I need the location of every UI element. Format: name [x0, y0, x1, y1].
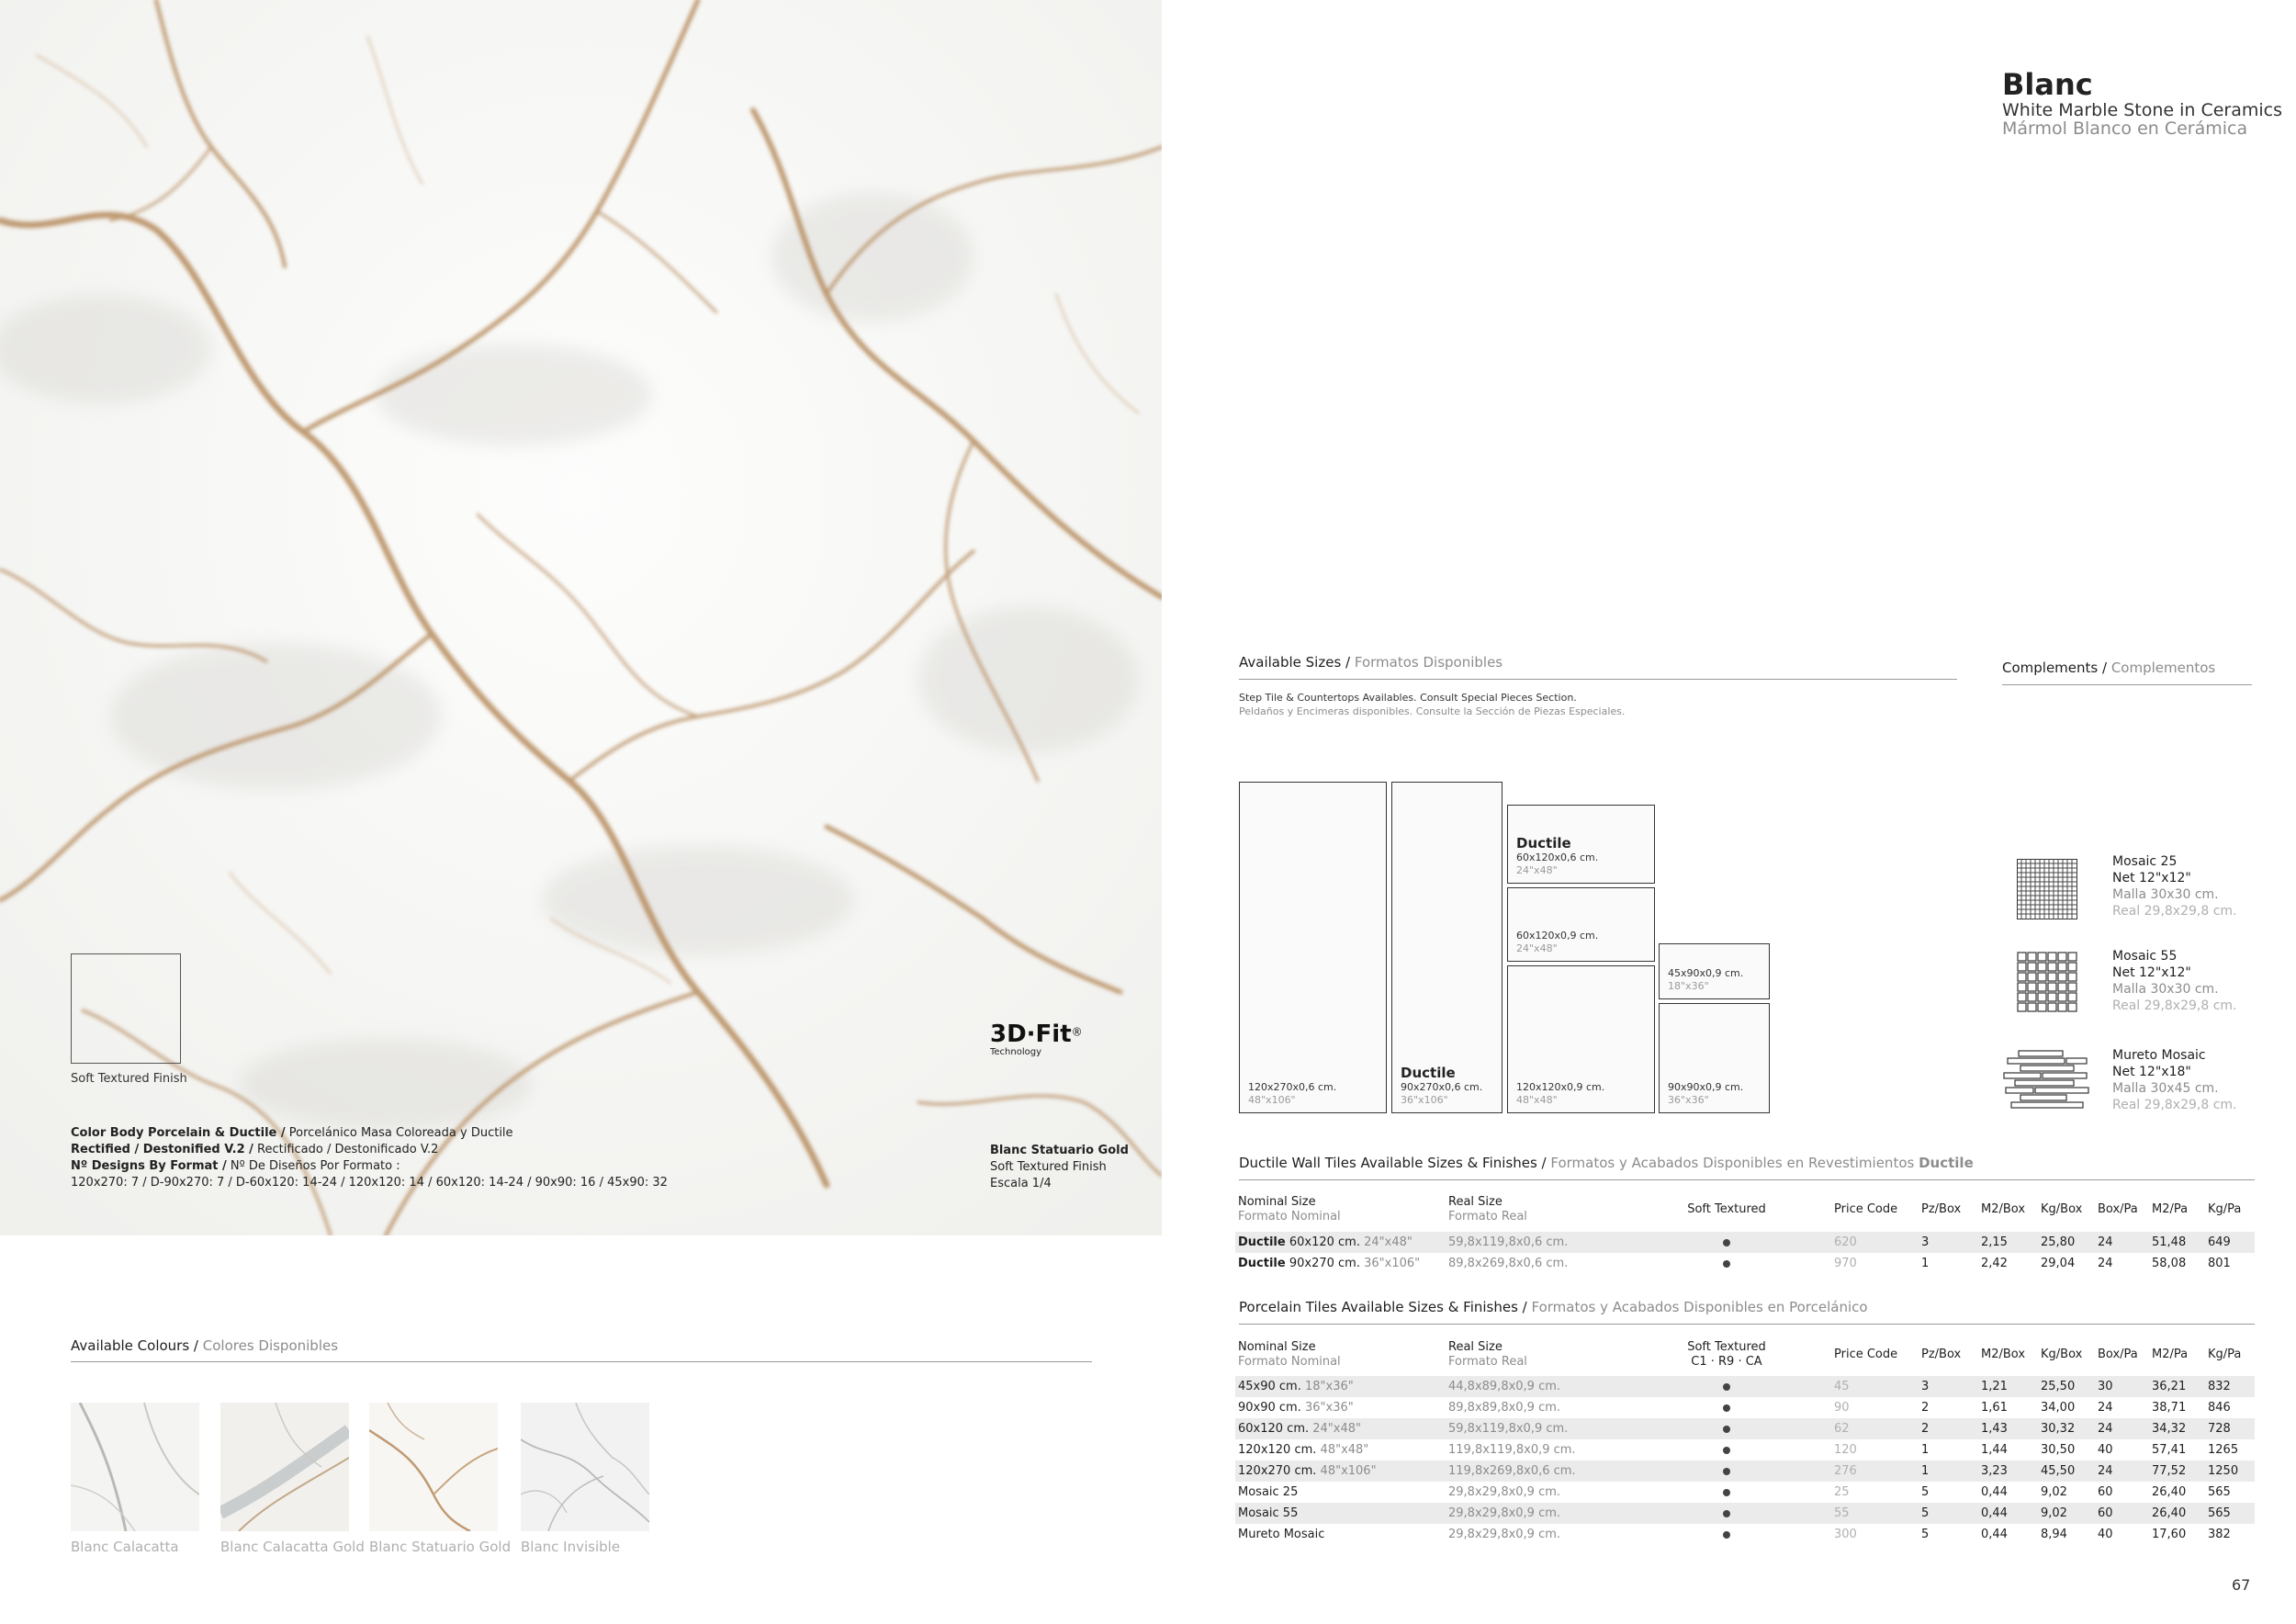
- cell-m2box: 0,44: [1981, 1528, 2008, 1541]
- cell-m2pa: 57,41: [2152, 1443, 2187, 1457]
- cell-pz: 5: [1921, 1506, 1930, 1520]
- mosaic-25-icon: [2017, 859, 2077, 923]
- complement-mureto-mosaic: Mureto Mosaic Net 12"x18" Malla 30x45 cm. Real 29,8x29,8 cm.: [2112, 1048, 2237, 1112]
- cell-soft: [1699, 1376, 1754, 1397]
- cell-pz: 1: [1921, 1443, 1930, 1457]
- colour-label: Blanc Calacatta Gold: [220, 1539, 365, 1555]
- cell-real: 29,8x29,8x0,9 cm.: [1448, 1485, 1561, 1499]
- spec-line-body: Color Body Porcelain & Ductile / Porcelánico Masa Coloreada y Ductile: [71, 1126, 513, 1140]
- cell-soft: [1699, 1439, 1754, 1460]
- cell-m2box: 0,44: [1981, 1506, 2008, 1520]
- cell-price: 25: [1834, 1485, 1850, 1499]
- cell-price: 120: [1834, 1443, 1857, 1457]
- colour-swatch-invisible[interactable]: [521, 1403, 649, 1531]
- cell-kgpa: 832: [2208, 1380, 2231, 1393]
- cell-kgpa: 382: [2208, 1528, 2231, 1541]
- cell-boxpa: 24: [2098, 1401, 2113, 1415]
- colour-swatch-calacatta-gold-image: [220, 1403, 349, 1531]
- tile-60x120: 60x120x0,9 cm. 24"x48": [1507, 887, 1655, 962]
- sizes-note: [1239, 691, 1625, 718]
- cell-m2box: 1,61: [1981, 1401, 2008, 1415]
- cell-kgbox: 30,32: [2041, 1422, 2076, 1436]
- check-dot-icon: [1723, 1468, 1730, 1475]
- sizes-divider: [1239, 679, 1957, 680]
- cell-soft: [1699, 1418, 1754, 1439]
- cell-nominal: 60x120 cm. 24"x48": [1238, 1422, 1362, 1436]
- cell-kgbox: 9,02: [2041, 1485, 2067, 1499]
- cell-real: 44,8x89,8x0,9 cm.: [1448, 1380, 1561, 1393]
- registered-mark: ®: [1071, 1025, 1083, 1039]
- cell-price: 300: [1834, 1528, 1857, 1541]
- cell-pz: 2: [1921, 1422, 1930, 1436]
- product-header: [2002, 68, 2282, 138]
- sizes-note-en: Step Tile & Countertops Availables. Consult Special Pieces Section.: [1239, 692, 1577, 704]
- colour-swatch-statuario-gold-image: [369, 1403, 498, 1531]
- porcelain-table-header: Nominal Size Formato Nominal Real Size Formato Real Soft Textured C1 · R9 · CA Price Code Pz/Box M2/Box Kg/Box Box/Pa M2/Pa Kg/Pa: [1238, 1340, 2242, 1369]
- colour-swatch-calacatta[interactable]: [71, 1403, 199, 1531]
- porcelain-table-title: Porcelain Tiles Available Sizes & Finishes / Formatos y Acabados Disponibles en Porcelánico: [1239, 1299, 1868, 1315]
- cell-boxpa: 24: [2098, 1422, 2113, 1436]
- complement-mosaic-55: Mosaic 55 Net 12"x12" Malla 30x30 cm. Real 29,8x29,8 cm.: [2112, 949, 2237, 1013]
- cell-pz: 1: [1921, 1464, 1930, 1478]
- spec-block: [71, 1125, 989, 1191]
- mosaic-55-icon: [2017, 952, 2077, 1016]
- cell-nominal: Mosaic 25: [1238, 1485, 1299, 1499]
- image-caption: [990, 1143, 1129, 1192]
- check-dot-icon: [1723, 1489, 1730, 1496]
- check-dot-icon: [1723, 1260, 1730, 1268]
- cell-price: 276: [1834, 1464, 1857, 1478]
- table-row: [1235, 1397, 2255, 1418]
- colour-swatch-statuario-gold[interactable]: [369, 1403, 498, 1531]
- cell-nominal: 120x120 cm. 48"x48": [1238, 1443, 1369, 1457]
- sizes-title: Available Sizes / Formatos Disponibles: [1239, 654, 1503, 671]
- 3d-fit-badge: [990, 1021, 1083, 1058]
- cell-m2pa: 36,21: [2152, 1380, 2187, 1393]
- 3d-fit-logo-text: 3D·Fit: [990, 1021, 1072, 1048]
- caption-finish: Soft Textured Finish: [990, 1160, 1107, 1174]
- cell-m2box: 1,44: [1981, 1443, 2008, 1457]
- cell-price: 45: [1834, 1380, 1850, 1393]
- page-title: Blanc: [2002, 67, 2093, 102]
- complements-title: Complements / Complementos: [2002, 660, 2216, 676]
- colours-title: Available Colours / Colores Disponibles: [71, 1337, 339, 1354]
- table-row: [1235, 1418, 2255, 1439]
- finish-swatch-label: Soft Textured Finish: [71, 1072, 187, 1086]
- cell-m2pa: 38,71: [2152, 1401, 2187, 1415]
- cell-nominal: 90x90 cm. 36"x36": [1238, 1401, 1354, 1415]
- check-dot-icon: [1723, 1531, 1730, 1539]
- cell-soft: [1699, 1482, 1754, 1503]
- cell-m2pa: 17,60: [2152, 1528, 2187, 1541]
- cell-soft: [1699, 1503, 1754, 1524]
- cell-kgbox: 25,50: [2041, 1380, 2076, 1393]
- tile-90x270-ductile: Ductile 90x270x0,6 cm. 36"x106": [1391, 782, 1503, 1113]
- tile-120x120: 120x120x0,9 cm. 48"x48": [1507, 965, 1655, 1113]
- cell-kgpa: 728: [2208, 1422, 2231, 1436]
- ductile-table-header: Nominal Size Formato Nominal Real Size Formato Real Soft Textured Price Code Pz/Box M2/Box Kg/Box Box/Pa M2/Pa Kg/Pa: [1238, 1195, 2242, 1224]
- table-row: Ductile 60x120 cm. 24"x48" 59,8x119,8x0,6 cm. 620 3 2,15 25,80 24 51,48 649: [1235, 1232, 2255, 1253]
- check-dot-icon: [1723, 1426, 1730, 1433]
- colour-label: Blanc Invisible: [521, 1539, 621, 1555]
- cell-m2pa: 26,40: [2152, 1485, 2187, 1499]
- cell-real: 29,8x29,8x0,9 cm.: [1448, 1506, 1561, 1520]
- complement-mosaic-25: Mosaic 25 Net 12"x12" Malla 30x30 cm. Real 29,8x29,8 cm.: [2112, 854, 2237, 919]
- table-row: [1235, 1376, 2255, 1397]
- cell-soft: [1699, 1460, 1754, 1482]
- cell-kgbox: 8,94: [2041, 1528, 2067, 1541]
- cell-m2box: 3,23: [1981, 1464, 2008, 1478]
- cell-kgpa: 846: [2208, 1401, 2231, 1415]
- table-row: [1235, 1482, 2255, 1503]
- cell-real: 89,8x89,8x0,9 cm.: [1448, 1401, 1561, 1415]
- check-dot-icon: [1723, 1510, 1730, 1517]
- cell-m2box: 1,43: [1981, 1422, 2008, 1436]
- colour-label: Blanc Calacatta: [71, 1539, 179, 1555]
- porcelain-table-divider: [1239, 1324, 2255, 1325]
- table-row: [1235, 1503, 2255, 1524]
- porcelain-table-body: [1235, 1376, 2255, 1545]
- cell-pz: 3: [1921, 1380, 1930, 1393]
- cell-pz: 2: [1921, 1401, 1930, 1415]
- caption-name: Blanc Statuario Gold: [990, 1144, 1129, 1157]
- check-dot-icon: [1723, 1447, 1730, 1454]
- cell-kgpa: 1250: [2208, 1464, 2239, 1478]
- cell-m2pa: 26,40: [2152, 1506, 2187, 1520]
- cell-real: 29,8x29,8x0,9 cm.: [1448, 1528, 1561, 1541]
- cell-real: 59,8x119,8x0,9 cm.: [1448, 1422, 1569, 1436]
- cell-kgpa: 565: [2208, 1485, 2231, 1499]
- colour-swatch-invisible-image: [521, 1403, 649, 1531]
- check-dot-icon: [1723, 1239, 1730, 1246]
- cell-kgpa: 1265: [2208, 1443, 2239, 1457]
- cell-m2pa: 34,32: [2152, 1422, 2187, 1436]
- cell-boxpa: 24: [2098, 1464, 2113, 1478]
- cell-price: 55: [1834, 1506, 1850, 1520]
- 3d-fit-technology-label: Technology: [990, 1047, 1042, 1057]
- cell-nominal: Mureto Mosaic: [1238, 1528, 1325, 1541]
- colour-label: Blanc Statuario Gold: [369, 1539, 512, 1555]
- cell-soft: [1699, 1397, 1754, 1418]
- finish-swatch: [71, 953, 181, 1064]
- subtitle-en: White Marble Stone in Ceramics: [2002, 100, 2283, 120]
- ductile-table-title: Ductile Wall Tiles Available Sizes & Finishes / Formatos y Acabados Disponibles en Revestimientos Ductile: [1239, 1155, 1974, 1171]
- cell-boxpa: 30: [2098, 1380, 2113, 1393]
- cell-kgbox: 45,50: [2041, 1464, 2076, 1478]
- colours-divider: [71, 1361, 1092, 1362]
- check-dot-icon: [1723, 1383, 1730, 1391]
- complements-divider: [2002, 684, 2252, 685]
- page-number: 67: [2232, 1576, 2251, 1594]
- colour-swatch-calacatta-gold[interactable]: [220, 1403, 349, 1531]
- cell-price: 62: [1834, 1422, 1850, 1436]
- cell-kgbox: 34,00: [2041, 1401, 2076, 1415]
- cell-boxpa: 60: [2098, 1506, 2113, 1520]
- cell-nominal: Mosaic 55: [1238, 1506, 1299, 1520]
- cell-pz: 5: [1921, 1485, 1930, 1499]
- cell-m2pa: 77,52: [2152, 1464, 2187, 1478]
- cell-soft: [1699, 1524, 1754, 1545]
- mureto-mosaic-icon: [2002, 1049, 2094, 1117]
- cell-kgpa: 565: [2208, 1506, 2231, 1520]
- caption-scale: Escala 1/4: [990, 1177, 1052, 1190]
- cell-boxpa: 40: [2098, 1443, 2113, 1457]
- tile-90x90: 90x90x0,9 cm. 36"x36": [1659, 1003, 1770, 1113]
- cell-kgbox: 9,02: [2041, 1506, 2067, 1520]
- cell-price: 90: [1834, 1401, 1850, 1415]
- spec-line-rectified: Rectified / Destonified V.2 / Rectificado / Destonificado V.2: [71, 1143, 439, 1156]
- cell-pz: 5: [1921, 1528, 1930, 1541]
- table-row: [1235, 1524, 2255, 1545]
- cell-boxpa: 60: [2098, 1485, 2113, 1499]
- cell-nominal: 120x270 cm. 48"x106": [1238, 1464, 1377, 1478]
- cell-m2box: 1,21: [1981, 1380, 2008, 1393]
- table-row: [1235, 1439, 2255, 1460]
- porcelain-table: [1235, 1333, 2255, 1545]
- table-row: Ductile 90x270 cm. 36"x106" 89,8x269,8x0,6 cm. 970 1 2,42 29,04 24 58,08 801: [1238, 1257, 2231, 1270]
- colour-swatch-calacatta-image: [71, 1403, 199, 1531]
- tile-60x120-ductile: Ductile 60x120x0,6 cm. 24"x48": [1507, 805, 1655, 884]
- ductile-table-divider: [1239, 1179, 2255, 1180]
- cell-m2box: 0,44: [1981, 1485, 2008, 1499]
- spec-line-formats: 120x270: 7 / D-90x270: 7 / D-60x120: 14-24 / 120x120: 14 / 60x120: 14-24 / 90x90: 16 / 45x90: 32: [71, 1176, 668, 1190]
- cell-real: 119,8x269,8x0,6 cm.: [1448, 1464, 1576, 1478]
- sizes-note-es: Peldaños y Encimeras disponibles. Consulte la Sección de Piezas Especiales.: [1239, 705, 1626, 717]
- check-dot-icon: [1723, 1404, 1730, 1412]
- cell-kgbox: 30,50: [2041, 1443, 2076, 1457]
- table-row: [1235, 1460, 2255, 1482]
- ductile-table: [1235, 1188, 2255, 1274]
- cell-nominal: 45x90 cm. 18"x36": [1238, 1380, 1354, 1393]
- cell-boxpa: 40: [2098, 1528, 2113, 1541]
- tile-120x270: 120x270x0,6 cm. 48"x106": [1239, 782, 1387, 1113]
- cell-real: 119,8x119,8x0,9 cm.: [1448, 1443, 1576, 1457]
- tile-45x90: 45x90x0,9 cm. 18"x36": [1659, 943, 1770, 999]
- subtitle-es: Mármol Blanco en Cerámica: [2002, 118, 2248, 139]
- spec-line-designs: Nº Designs By Format / Nº De Diseños Por Formato :: [71, 1159, 400, 1173]
